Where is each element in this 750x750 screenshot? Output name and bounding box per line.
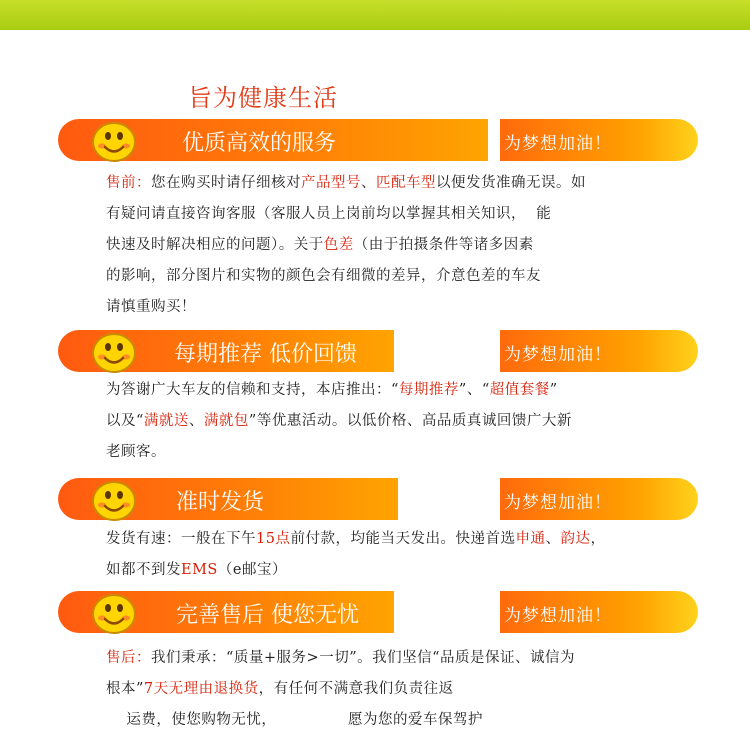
body-text: 请慎重购买！ [106, 299, 196, 315]
banner-slogan: 为梦想加油！ [504, 345, 612, 365]
paragraph-line [106, 437, 696, 468]
body-text: （e邮宝） [217, 562, 287, 578]
banner-slogan: 为梦想加油！ [504, 493, 612, 513]
banner-aftersales [58, 591, 698, 633]
highlight-text: 售后： [106, 650, 151, 666]
body-text: 、 [361, 175, 376, 191]
banner-title: 准时发货 [176, 490, 265, 515]
body-text: 有疑问请直接咨询客服（客服人员上岗前均以掌握其相关知识， 能 [106, 206, 552, 222]
body-text: 以便发货准确无误。如 [436, 175, 586, 191]
highlight-text: EMS [181, 562, 218, 578]
paragraph-line [106, 199, 696, 230]
paragraph-line [106, 705, 696, 736]
smiley-icon [90, 327, 138, 375]
body-text: 发货有速：一般在下午 [106, 531, 256, 547]
highlight-text: 超值套餐 [489, 382, 550, 398]
banner-service [58, 119, 698, 161]
body-text: 、 [545, 531, 561, 547]
paragraph-line [106, 406, 696, 437]
body-text: 、 [188, 413, 204, 429]
highlight-text: 色差 [323, 237, 354, 253]
paragraph-line [106, 261, 696, 292]
banner-shipping [58, 478, 698, 520]
banner-title: 每期推荐 低价回馈 [174, 342, 357, 367]
body-text: 您在购买时请仔细核对 [151, 175, 301, 191]
highlight-text: 满就送 [143, 413, 189, 429]
body-text: ”等优惠活动。以低价格、高品质真诚回馈广大新 [248, 413, 572, 429]
banner-slogan: 为梦想加油！ [504, 134, 612, 154]
banner-recommend [58, 330, 698, 372]
smiley-icon [90, 588, 138, 636]
highlight-text: 每期推荐 [398, 382, 459, 398]
banner-title: 完善售后 使您无忧 [176, 603, 359, 628]
paragraph-line [106, 643, 696, 674]
paragraph-line [106, 524, 696, 555]
body-text: 以及“ [106, 413, 144, 429]
section-paragraph [106, 168, 696, 323]
highlight-text: 韵达 [560, 531, 591, 547]
top-green-bar [0, 0, 750, 30]
body-text: 根本” [106, 681, 144, 697]
body-text: ， [590, 531, 606, 547]
body-text: 我们秉承：“质量+服务>一切”。我们坚信“品质是保证、诚信为 [151, 650, 576, 666]
paragraph-line [106, 674, 696, 705]
section-paragraph [106, 524, 696, 586]
highlight-text: 7天无理由退换货 [143, 681, 259, 697]
highlight-text: 满就包 [203, 413, 249, 429]
smiley-icon [90, 116, 138, 164]
highlight-text: 申通 [515, 531, 546, 547]
body-text: ，有任何不满意我们负责往返 [258, 681, 454, 697]
body-text: 的影响，部分图片和实物的颜色会有细微的差异，介意色差的车友 [106, 268, 541, 284]
highlight-text: 产品型号 [301, 175, 361, 191]
paragraph-line [106, 292, 696, 323]
body-text: 如都不到发 [106, 562, 181, 578]
smiley-icon [90, 475, 138, 523]
body-text: （由于拍摄条件等诸多因素 [353, 237, 534, 253]
paragraph-line [106, 168, 696, 199]
body-text: ” [549, 382, 558, 398]
banner-title: 优质高效的服务 [182, 131, 337, 156]
highlight-text: 售前： [106, 175, 151, 191]
body-text: 运费，使您购物无忧， 愿为您的爱车保驾护 [106, 712, 483, 728]
body-text: 为答谢广大车友的信赖和支持，本店推出：“ [106, 382, 399, 398]
body-text: 前付款，均能当天发出。快递首选 [290, 531, 516, 547]
body-text: 快速及时解决相应的问题）。关于 [106, 237, 324, 253]
banner-slogan: 为梦想加油！ [504, 606, 612, 626]
section-paragraph [106, 375, 696, 468]
paragraph-line [106, 555, 696, 586]
section-paragraph [106, 643, 696, 736]
top-slogan: 旨为健康生活 [188, 84, 338, 112]
paragraph-line [106, 375, 696, 406]
highlight-text: 匹配车型 [376, 175, 436, 191]
paragraph-line [106, 230, 696, 261]
body-text: ”、“ [458, 382, 490, 398]
highlight-text: 15点 [256, 531, 291, 547]
body-text: 老顾客。 [106, 444, 166, 460]
